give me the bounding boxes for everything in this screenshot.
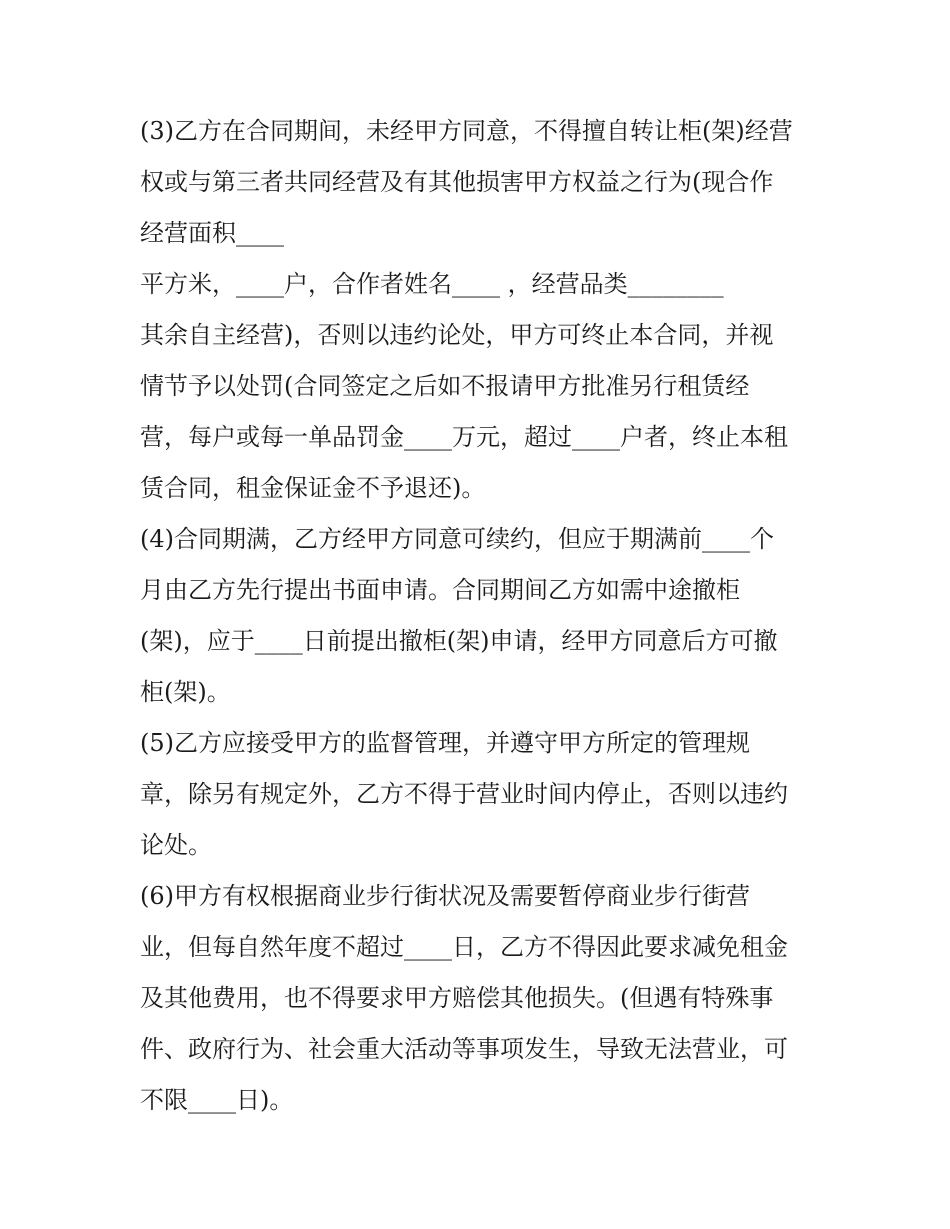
text-line: 章，除另有规定外，乙方不得于营业时间内停止，否则以违约 [140,780,788,808]
text-line: (4)合同期满，乙方经甲方同意可续约，但应于期满前____个 [140,525,774,553]
text-line: 论处。 [140,831,212,859]
text-line: 件、政府行为、社会重大活动等事项发生，导致无法营业，可 [140,1035,788,1063]
text-line: 其余自主经营)，否则以违约论处，甲方可终止本合同，并视 [140,321,774,349]
text-line: 营，每户或每一单品罚金____万元，超过____户者，终止本租 [140,423,788,451]
text-line: 权或与第三者共同经营及有其他损害甲方权益之行为(现合作 [140,168,774,196]
text-line: (3)乙方在合同期间，未经甲方同意，不得擅自转让柜(架)经营 [140,117,793,145]
document-body [140,106,830,1126]
text-line: 情节予以处罚(合同签定之后如不报请甲方批准另行租赁经 [140,372,750,400]
text-line: 业，但每自然年度不超过____日，乙方不得因此要求减免租金 [140,933,788,961]
text-line: 及其他费用，也不得要求甲方赔偿其他损失。(但遇有特殊事 [140,984,774,1012]
text-line: 柜(架)。 [140,678,231,706]
text-line: (架)，应于____日前提出撤柜(架)申请，经甲方同意后方可撤 [140,627,778,655]
text-line: 不限____日)。 [140,1086,294,1114]
text-line: (6)甲方有权根据商业步行街状况及需要暂停商业步行街营 [140,882,750,910]
text-line: 赁合同，租金保证金不予退还)。 [140,474,486,502]
text-line: 月由乙方先行提出书面申请。合同期间乙方如需中途撤柜 [140,576,740,604]
text-line: (5)乙方应接受甲方的监督管理，并遵守甲方所定的管理规 [140,729,750,757]
text-line: 经营面积____ [140,219,284,247]
text-line: 平方米，____户，合作者姓名____ ，经营品类________ [140,270,724,298]
